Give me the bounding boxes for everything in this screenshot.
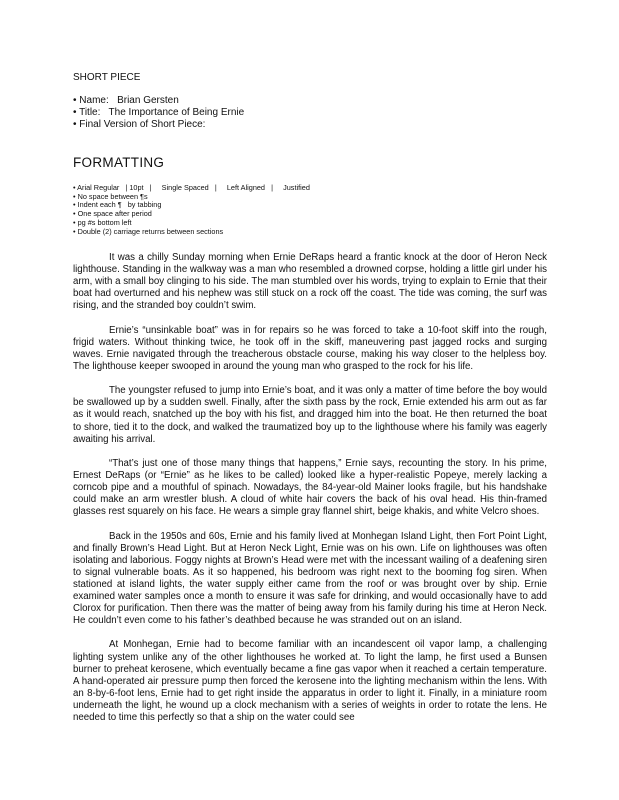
formatting-item: • No space between ¶s (73, 191, 148, 201)
meta-name: • Name: Brian Gersten (73, 95, 179, 106)
story-paragraph: “That’s just one of those many things that happens,” Ernie says, recounting the story. In his prime, Ernest DeRaps (or “Ernie” as he likes to be called) looked like a hyper-realistic Popeye, merely lacking a corncob pipe and a mouthful of spinach. Nowadays, the 84-year-old Mainer looks fragile, but his handshake could make an arm wrestler blush. A cloud of white hair covers the back of his oval head. His thin-framed glasses rest squarely on his face. He wears a simple gray flannel shirt, beige khakis, and white Velcro shoes. (73, 457, 547, 518)
section-heading: SHORT PIECE (73, 72, 141, 83)
formatting-item: • One space after period (73, 209, 152, 219)
story-paragraph: Back in the 1950s and 60s, Ernie and his family lived at Monhegan Island Light, then Fort Point Light, and finally Brown’s Head Light. But at Heron Neck Light, Ernie was on his own. Life on lighthouses was often isolating and laborious. Foggy nights at Brown’s Head were met with the incessant wailing of a deafening siren to signal vulnerable boats. As it so happened, his bedroom was right next to the booming fog siren. When stationed at island lights, the water supply either came from the roof or was brought over by ship. Ernie examined water samples once a month to ensure it was safe for drinking, and would occasionally have to add Clorox for purification. Then there was the matter of being away from his family during his time at Heron Neck. He couldn’t even come to his father’s deathbed because he was stranded out on an island. (73, 530, 547, 627)
meta-title: • Title: The Importance of Being Ernie (73, 107, 245, 118)
formatting-item: • Arial Regular | 10pt | Single Spaced | Left Aligned | Justified (73, 183, 310, 192)
formatting-item: • Double (2) carriage returns between sections (73, 226, 224, 236)
story-paragraph: The youngster refused to jump into Ernie’s boat, and it was only a matter of time before the boy would be swallowed up by a sudden swell. Finally, after the sixth pass by the rock, Ernie extended his arm out as far as it would reach, snatched up the boy with his fist, and dragged him into the boat. He then returned the boat to shore, tied it to the dock, and walked the traumatized boy up to the lighthouse where his family was eagerly awaiting his arrival. (73, 385, 547, 445)
meta-final-version: • Final Version of Short Piece: (73, 119, 206, 130)
formatting-item: • pg #s bottom left (73, 217, 132, 227)
story-paragraph: It was a chilly Sunday morning when Ernie DeRaps heard a frantic knock at the door of Heron Neck lighthouse. Standing in the walkway was a man who resembled a drowned corpse, holding a little girl under his arm, with a small boy clinging to his side. The man stumbled over his words, trying to explain to Ernie that their boat had overturned and his nephew was still stuck on a rock off the coast. The tide was coming, the surf was rising, and the stranded boy couldn’t swim. (73, 252, 547, 312)
story-paragraph: At Monhegan, Ernie had to become familiar with an incandescent oil vapor lamp, a challenging lighting system unlike any of the other lighthouses he worked at. To light the lamp, he first used a Bunsen burner to preheat kerosene, which eventually became a fine gas vapor when it reached a certain temperature. A hand-operated air pressure pump then forced the kerosene into the lighting mechanism within the lens. With an 8-by-6-foot lens, Ernie had to get right inside the apparatus in order to light it. Finally, in a miniature room underneath the light, he wound up a clock mechanism with a series of weights in order to rotate the lens. He needed to time this perfectly so that a ship on the water could see (73, 639, 547, 724)
formatting-title: FORMATTING (73, 155, 165, 170)
metadata-list (73, 95, 244, 131)
story-body (73, 252, 547, 736)
formatting-item: • Indent each ¶ by tabbing (73, 200, 162, 210)
story-paragraph: Ernie’s “unsinkable boat” was in for repairs so he was forced to take a 10-foot skiff into the rough, frigid waters. Without thinking twice, he took off in the skiff, maneuvering past jagged rocks and surging waves. Ernie navigated through the treacherous obstacle course, making his way closer to the helpless boy. The lighthouse keeper swooped in around the young man who grasped to the rock for his life. (73, 324, 547, 372)
formatting-list (73, 184, 310, 236)
